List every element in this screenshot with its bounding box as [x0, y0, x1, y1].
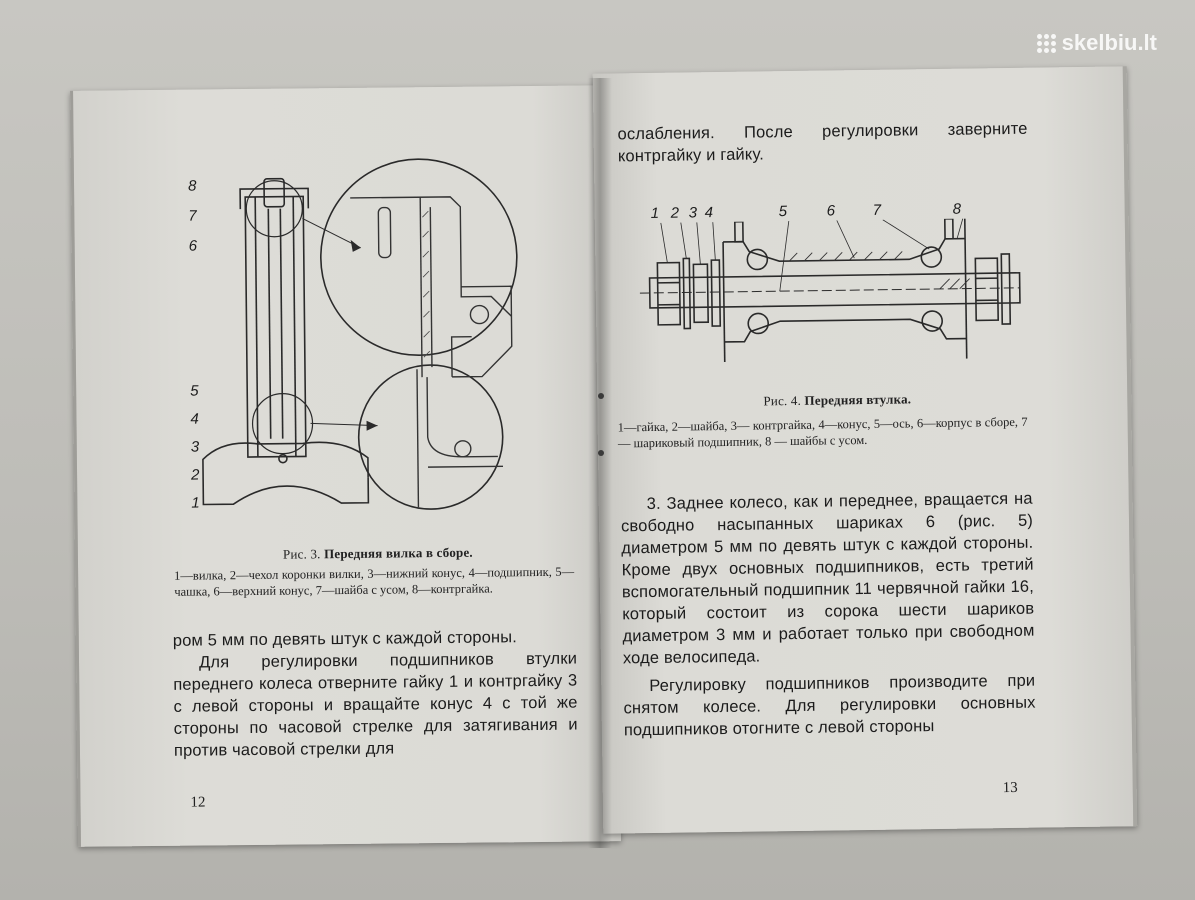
- left-paragraph-1: ром 5 мм по девять штук с каждой стороны.: [172, 628, 518, 650]
- right-top-text: ослабления. После регулировки заверните контргайку и гайку.: [617, 119, 1028, 166]
- figure-3-title: Передняя вилка в сборе.: [323, 544, 473, 562]
- callout-8: 8: [187, 177, 197, 195]
- open-booklet: [68, 58, 1138, 858]
- watermark-text: skelbiu.lt: [1061, 30, 1157, 55]
- left-body: [173, 626, 578, 762]
- figure-4-title: Передняя втулка.: [804, 391, 912, 408]
- figure-3-legend: 1—вилка, 2—чехол коронки вилки, 3—нижний конус, 4—подшипник, 5—чашка, 6—верхний конус, 7—шайба с усом, 8—контргайка.: [174, 564, 575, 599]
- callout-7: 7: [872, 201, 882, 219]
- callout-5: 5: [778, 203, 788, 221]
- right-page: [593, 66, 1138, 833]
- binding-staple-hole: [598, 450, 604, 456]
- binding-staple-hole: [598, 393, 604, 399]
- figure-4-label: Рис. 4.: [763, 392, 802, 409]
- callout-4: 4: [704, 204, 714, 222]
- callout-6: 6: [826, 202, 836, 220]
- book-gutter: [588, 78, 612, 848]
- callout-1: 1: [191, 494, 200, 512]
- right-paragraph-1: 3. Заднее колесо, как и переднее, вращается на свободно насыпанных шариках 6 (рис. 5) диаметром 5 мм по девять штук с каждой стороны. Кроме двух основных подшипников, есть третий вспомогательный подшипник 11 червячной гайки 16, который состоит из сорока шести шариков диаметром 3 мм и работает только при свободном ходе велосипеда.: [620, 489, 1035, 668]
- right-body: [621, 488, 1036, 742]
- figure-4-caption-title: [637, 390, 1037, 412]
- front-fork-figure: [160, 136, 544, 530]
- callout-3: 3: [190, 438, 200, 456]
- callout-4: 4: [190, 410, 200, 428]
- right-paragraph-2: Регулировку подшипников производите при снятом колесе. Для регулировки основных подшипников отогните с левой стороны: [623, 671, 1036, 740]
- watermark-logo-icon: [1037, 34, 1056, 53]
- callout-8: 8: [952, 200, 962, 218]
- callout-2: 2: [670, 204, 680, 222]
- left-paragraph-2: Для регулировки подшипников втулки переднего колеса отверните гайку 1 и контргайку 3 с левой стороны и вращайте конус 4 с той же стороны по часовой стрелке для затягивания и против часовой стрелки для: [173, 649, 578, 760]
- callout-2: 2: [190, 466, 200, 484]
- watermark: [1037, 30, 1157, 56]
- callout-7: 7: [188, 207, 197, 225]
- callout-5: 5: [190, 382, 199, 400]
- figure-3-caption-title: [168, 543, 588, 563]
- left-page: [70, 85, 621, 847]
- callout-1: 1: [650, 204, 660, 222]
- page-number-right: 13: [1002, 779, 1018, 797]
- figure-4-callouts: [650, 198, 981, 222]
- figure-4-legend: 1—гайка, 2—шайба, 3— контргайка, 4—конус, 5—ось, 6—корпус в сборе, 7 — шариковый подшипник, 8 — шайбы с усом.: [617, 414, 1028, 451]
- callout-6: 6: [188, 237, 198, 255]
- front-hub-figure: [639, 218, 1031, 373]
- page-number-left: 12: [190, 794, 206, 811]
- callout-3: 3: [688, 204, 698, 222]
- figure-3-label: Рис. 3.: [282, 546, 321, 562]
